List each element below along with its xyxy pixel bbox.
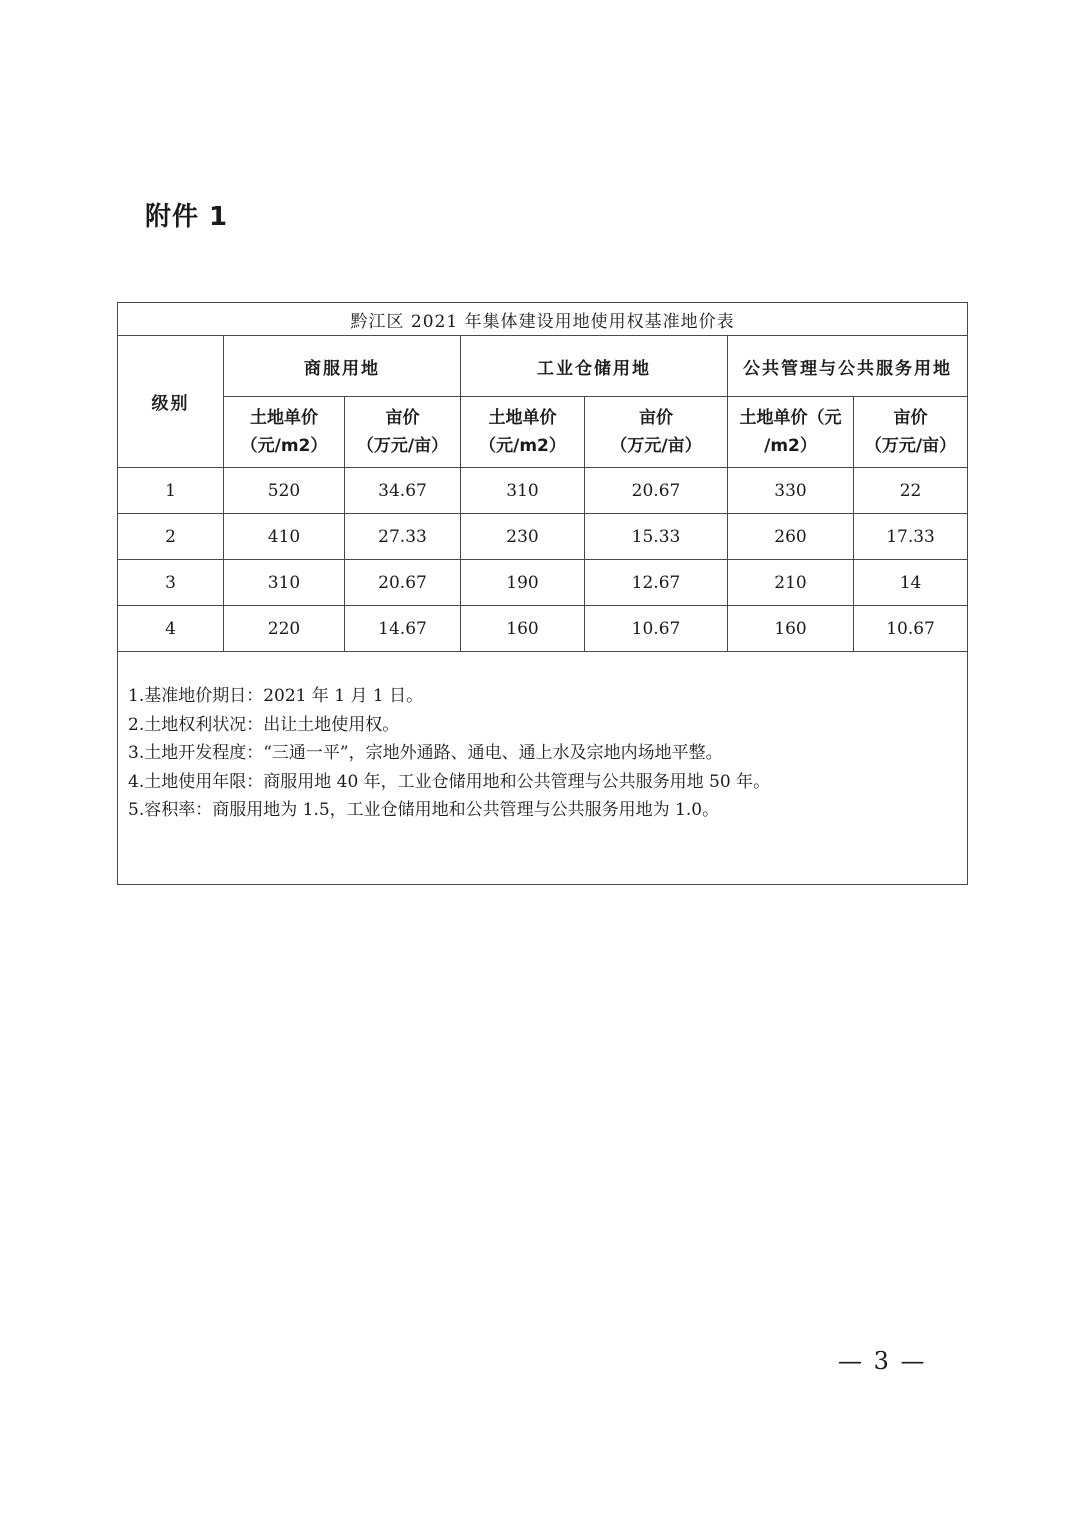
table-row: [118, 468, 968, 514]
table-cell: 260: [728, 514, 854, 560]
sub-header: 土地单价 （元/m2）: [461, 397, 585, 468]
table-cell: 17.33: [854, 514, 968, 560]
table-cell: 27.33: [345, 514, 461, 560]
level-cell: 2: [118, 514, 224, 560]
level-cell: 3: [118, 560, 224, 606]
table-row: [118, 606, 968, 652]
table-cell: 410: [224, 514, 345, 560]
group-header-industrial: 工业仓储用地: [461, 336, 728, 397]
table-cell: 12.67: [585, 560, 728, 606]
table-cell: 220: [224, 606, 345, 652]
table-cell: 14.67: [345, 606, 461, 652]
group-header-commercial: 商服用地: [224, 336, 461, 397]
table-cell: 310: [461, 468, 585, 514]
sub-header: 亩价 （万元/亩）: [345, 397, 461, 468]
table-cell: 160: [461, 606, 585, 652]
table-cell: 330: [728, 468, 854, 514]
table-cell: 230: [461, 514, 585, 560]
table-caption: 黔江区 2021 年集体建设用地使用权基准地价表: [118, 303, 968, 336]
table-cell: 22: [854, 468, 968, 514]
note-line: 4.土地使用年限：商服用地 40 年，工业仓储用地和公共管理与公共服务用地 50 年。: [128, 771, 771, 792]
note-line: 1.基准地价期日：2021 年 1 月 1 日。: [128, 686, 424, 706]
table-cell: 20.67: [345, 560, 461, 606]
sub-header: 土地单价 （元/m2）: [224, 397, 345, 468]
level-cell: 4: [118, 606, 224, 652]
table-row: [118, 560, 968, 606]
table-cell: 210: [728, 560, 854, 606]
attachment-title: 附件 1: [145, 202, 229, 232]
table-cell: 190: [461, 560, 585, 606]
table-cell: 15.33: [585, 514, 728, 560]
note-line: 5.容积率：商服用地为 1.5，工业仓储用地和公共管理与公共服务用地为 1.0。: [128, 800, 720, 820]
note-line: 3.土地开发程度：“三通一平”，宗地外通路、通电、通上水及宗地内场地平整。: [128, 743, 723, 763]
table-cell: 160: [728, 606, 854, 652]
note-line: 2.土地权利状况：出让土地使用权。: [128, 714, 400, 735]
page-number: — 3 —: [838, 1347, 927, 1375]
table-cell: 520: [224, 468, 345, 514]
table-cell: 10.67: [854, 606, 968, 652]
table-cell: 20.67: [585, 468, 728, 514]
sub-header: 亩价 （万元/亩）: [585, 397, 728, 468]
level-cell: 1: [118, 468, 224, 514]
table-cell: 310: [224, 560, 345, 606]
table-cell: 10.67: [585, 606, 728, 652]
table-cell: 14: [854, 560, 968, 606]
group-header-public: 公共管理与公共服务用地: [728, 336, 968, 397]
sub-header: 亩价 （万元/亩）: [854, 397, 968, 468]
sub-header: 土地单价（元 /m2）: [728, 397, 854, 468]
table-cell: 34.67: [345, 468, 461, 514]
level-header: 级别: [118, 336, 224, 468]
table-row: [118, 514, 968, 560]
notes-cell: [118, 652, 968, 885]
land-price-table: [117, 302, 968, 885]
